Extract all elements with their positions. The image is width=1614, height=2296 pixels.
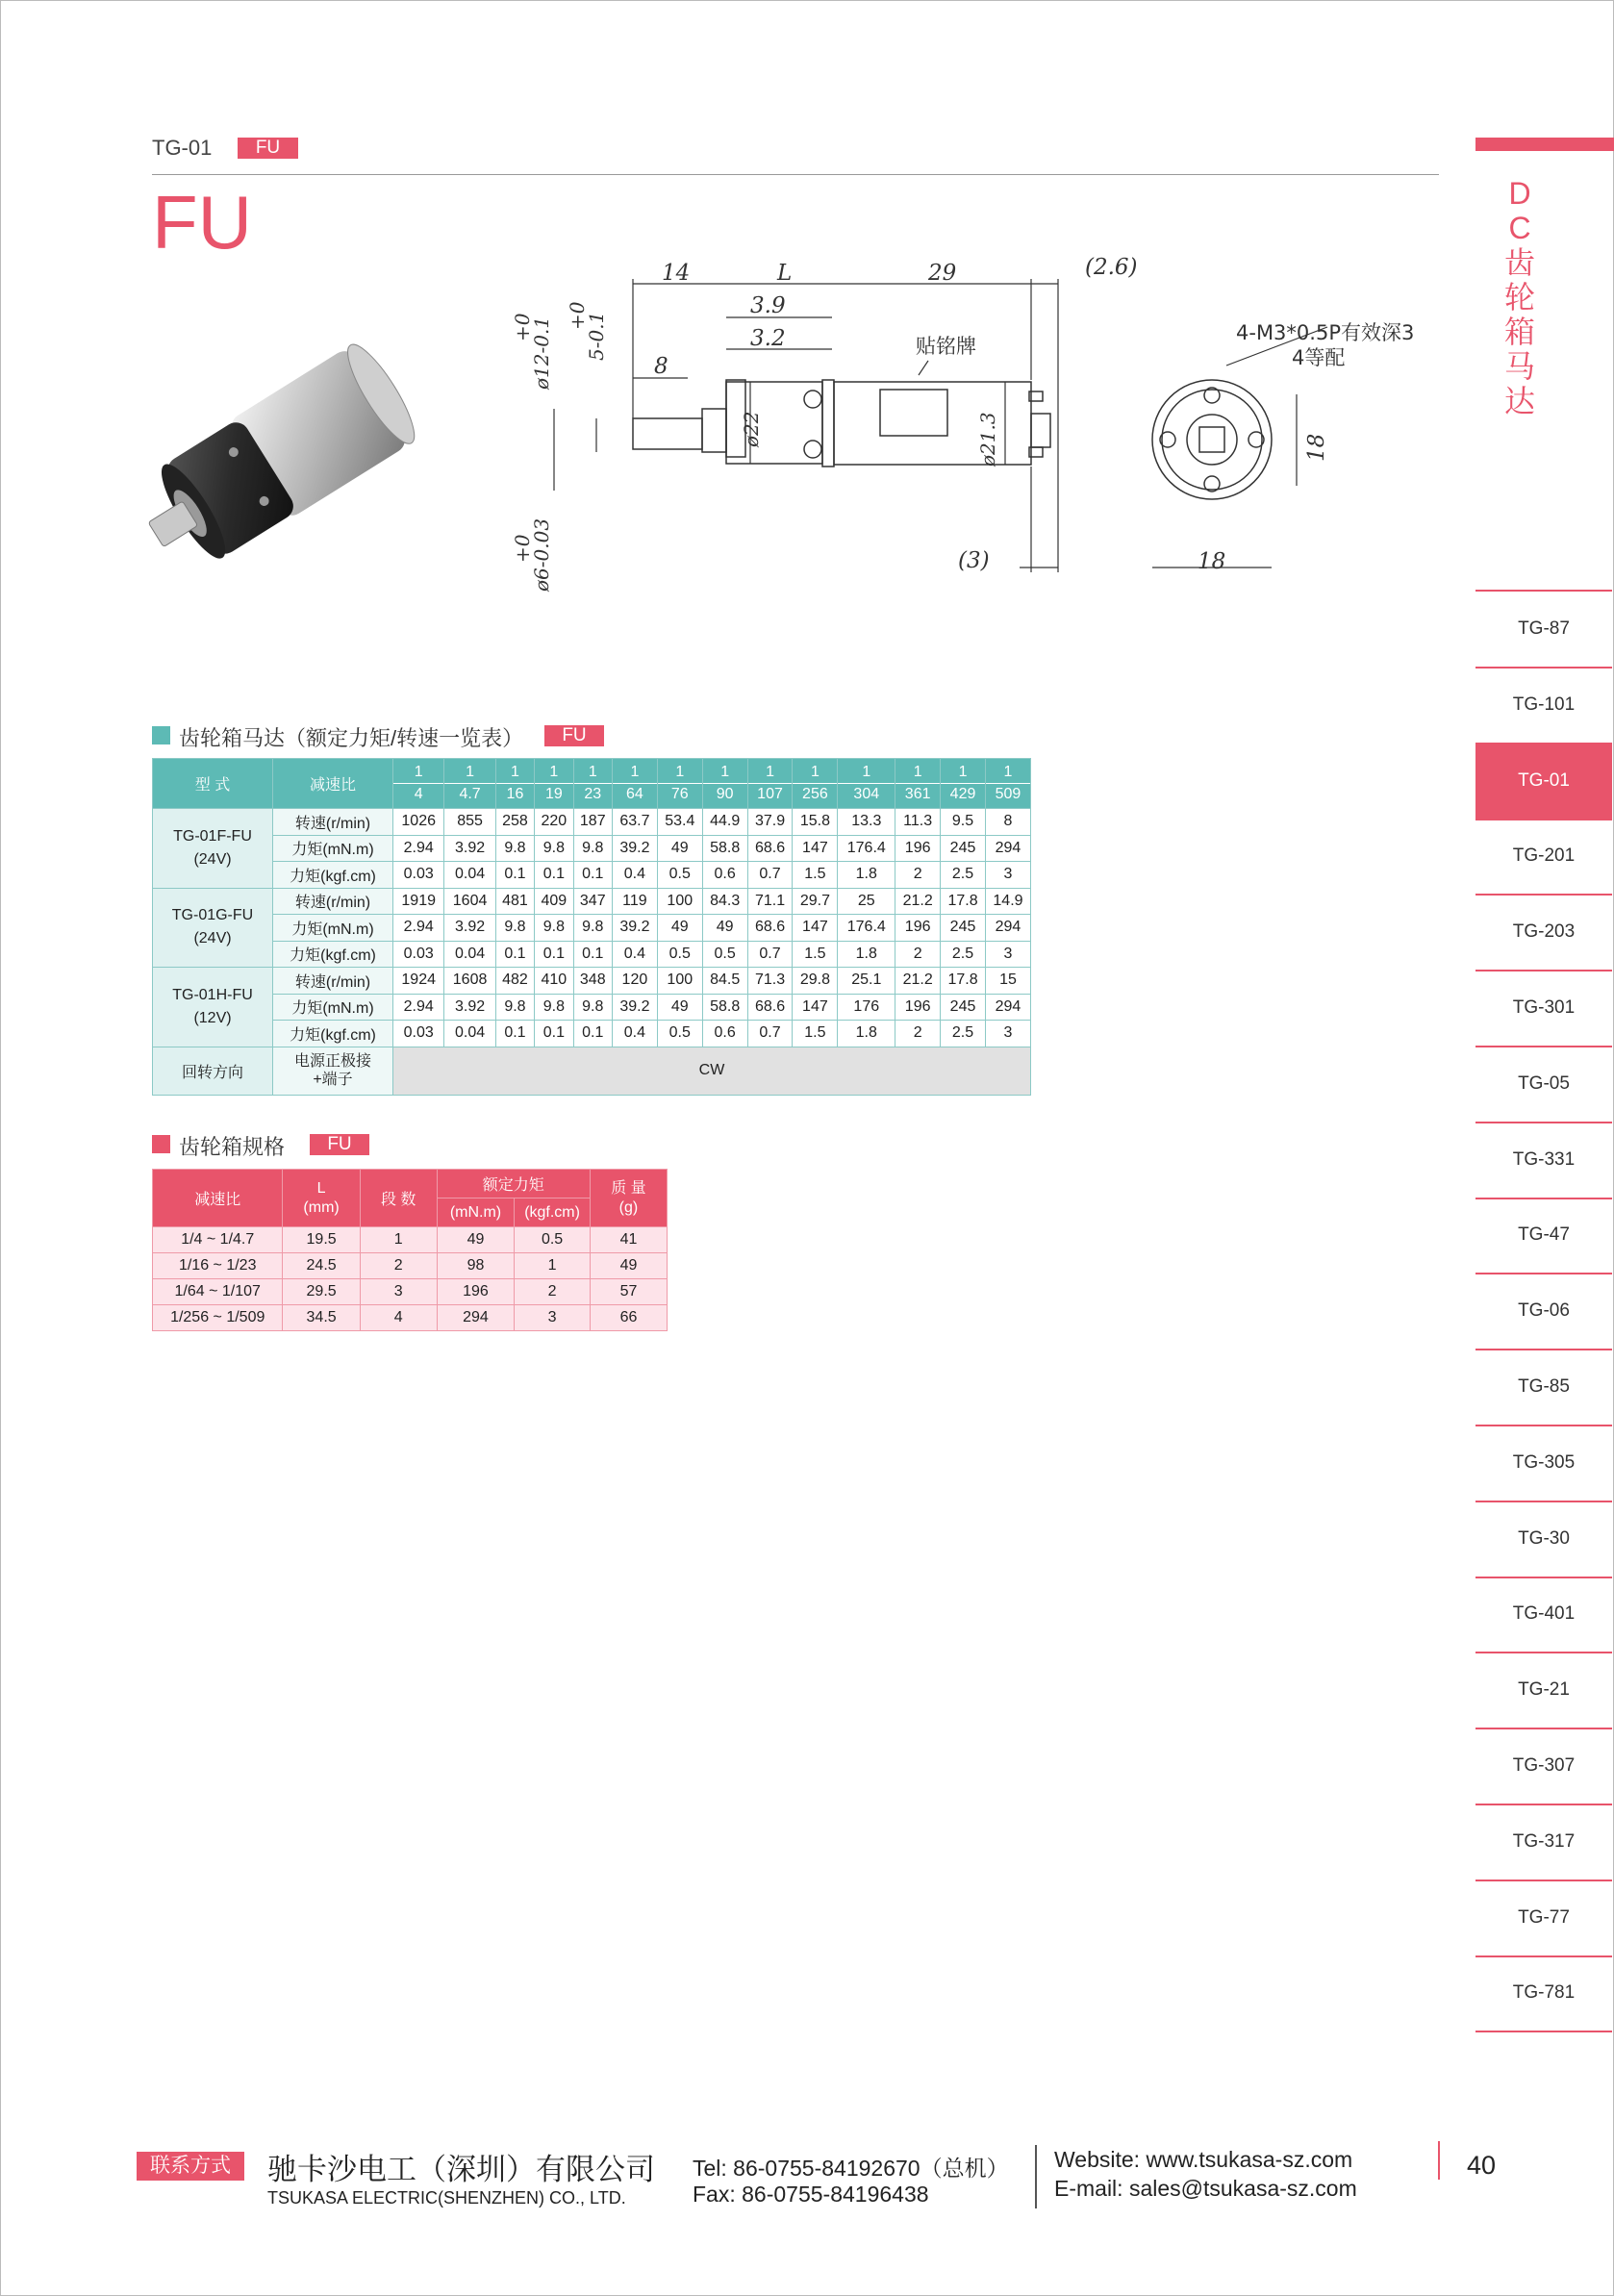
table-row	[153, 835, 1031, 862]
table-row	[153, 941, 1031, 968]
value-cell: 9.8	[573, 835, 612, 862]
col-ratio: 减速比	[273, 759, 393, 809]
value-cell: 2.94	[393, 835, 444, 862]
value-cell: 25.1	[838, 968, 895, 995]
value-cell: 0.1	[495, 941, 534, 968]
value-cell: 245	[941, 994, 986, 1021]
spec-cell: 1/4 ~ 1/4.7	[153, 1227, 283, 1253]
value-cell: 8	[985, 809, 1030, 836]
value-cell: 147	[793, 835, 838, 862]
value-cell: 1919	[393, 888, 444, 915]
ratio-header: 1 107	[747, 759, 793, 809]
spec-cell: 1	[360, 1227, 437, 1253]
value-cell: 21.2	[895, 888, 941, 915]
side-tab-category	[1502, 176, 1537, 418]
value-cell: 176.4	[838, 915, 895, 942]
value-cell: 1.5	[793, 1021, 838, 1047]
value-cell: 9.8	[495, 835, 534, 862]
dim-5-tol: +0	[566, 301, 589, 330]
value-cell: 49	[702, 915, 747, 942]
footer-fax: Fax: 86-0755-84196438	[693, 2182, 929, 2207]
side-nav-item-tg-21[interactable]: TG-21	[1475, 1653, 1612, 1729]
model-cell: TG-01F-FU (24V)	[153, 809, 273, 889]
spec-cell: 2	[515, 1279, 591, 1305]
footer-company-en: TSUKASA ELECTRIC(SHENZHEN) CO., LTD.	[267, 2188, 626, 2208]
section2-marker	[152, 1135, 170, 1153]
value-cell: 53.4	[657, 809, 702, 836]
spec-cell: 57	[590, 1279, 667, 1305]
value-cell: 63.7	[612, 809, 657, 836]
dim-12: ø12-0.1	[530, 315, 553, 390]
value-cell: 147	[793, 915, 838, 942]
side-nav-item-tg-317[interactable]: TG-317	[1475, 1804, 1612, 1881]
value-cell: 44.9	[702, 809, 747, 836]
value-cell: 2.5	[941, 862, 986, 889]
spec-cell: 1	[515, 1253, 591, 1279]
value-cell: 348	[573, 968, 612, 995]
value-cell: 196	[895, 994, 941, 1021]
value-cell: 1.5	[793, 862, 838, 889]
dim-2-6: (2.6)	[1085, 255, 1138, 280]
footer-tel: Tel: 86-0755-84192670（总机）	[693, 2156, 1009, 2181]
header-model-tag: FU	[238, 138, 298, 159]
header-model: TG-01	[152, 136, 213, 160]
shaft-collar	[702, 409, 726, 452]
side-tab-bar	[1475, 138, 1614, 151]
value-cell: 409	[535, 888, 573, 915]
value-cell: 0.1	[535, 862, 573, 889]
value-cell: 1.8	[838, 941, 895, 968]
value-cell: 0.1	[573, 941, 612, 968]
footer-email[interactable]: E-mail: sales@tsukasa-sz.com	[1054, 2176, 1357, 2201]
spec-cell: 1/16 ~ 1/23	[153, 1253, 283, 1279]
col-L: L (mm)	[283, 1170, 360, 1227]
value-cell: 3.92	[444, 835, 495, 862]
motor-body	[834, 382, 1031, 465]
value-cell: 2	[895, 862, 941, 889]
row-label: 转速(r/min)	[273, 888, 393, 915]
value-cell: 1.8	[838, 862, 895, 889]
table-row	[153, 888, 1031, 915]
side-nav-item-tg-06[interactable]: TG-06	[1475, 1274, 1612, 1350]
value-cell: 176	[838, 994, 895, 1021]
dim-18-vertical: 18	[1304, 433, 1329, 462]
spec-cell: 24.5	[283, 1253, 360, 1279]
value-cell: 17.8	[941, 968, 986, 995]
value-cell: 196	[895, 835, 941, 862]
row-label: 力矩(mN.m)	[273, 835, 393, 862]
value-cell: 71.3	[747, 968, 793, 995]
value-cell: 9.8	[535, 994, 573, 1021]
side-nav-item-tg-201[interactable]: TG-201	[1475, 819, 1612, 896]
spec-cell: 29.5	[283, 1279, 360, 1305]
value-cell: 25	[838, 888, 895, 915]
rotation-condition: 电源正极接+端子	[273, 1047, 393, 1095]
spec-cell: 19.5	[283, 1227, 360, 1253]
value-cell: 147	[793, 994, 838, 1021]
spec-cell: 66	[590, 1305, 667, 1331]
torque-speed-table	[152, 758, 1031, 1096]
value-cell: 245	[941, 915, 986, 942]
footer-page-divider	[1438, 2141, 1440, 2180]
product-photo	[144, 308, 481, 577]
spec-cell: 98	[437, 1253, 515, 1279]
value-cell: 9.8	[495, 915, 534, 942]
dim-29: 29	[928, 261, 957, 286]
dim-18-horizontal: 18	[1198, 549, 1226, 574]
spec-cell: 0.5	[515, 1227, 591, 1253]
table-row	[153, 994, 1031, 1021]
value-cell: 58.8	[702, 835, 747, 862]
ratio-header: 1 76	[657, 759, 702, 809]
front-inner-circle	[1162, 390, 1262, 490]
spec-cell: 34.5	[283, 1305, 360, 1331]
side-nav-item-tg-401[interactable]: TG-401	[1475, 1577, 1612, 1653]
spec-cell: 4	[360, 1305, 437, 1331]
value-cell: 0.6	[702, 862, 747, 889]
spec-cell: 294	[437, 1305, 515, 1331]
side-nav-item-tg-87[interactable]: TG-87	[1475, 592, 1612, 669]
side-nav-item-tg-101[interactable]: TG-101	[1475, 668, 1612, 744]
value-cell: 2	[895, 1021, 941, 1047]
dim-6: ø6-0.03	[530, 517, 553, 592]
value-cell: 1924	[393, 968, 444, 995]
header-rule	[152, 174, 1439, 175]
footer-divider	[1035, 2145, 1037, 2208]
ratio-header: 1 509	[985, 759, 1030, 809]
value-cell: 3	[985, 941, 1030, 968]
value-cell: 196	[895, 915, 941, 942]
value-cell: 13.3	[838, 809, 895, 836]
dim-3: (3)	[958, 548, 990, 573]
dim-22: ø22	[740, 411, 763, 447]
side-nav-item-tg-203[interactable]: TG-203	[1475, 895, 1612, 971]
value-cell: 11.3	[895, 809, 941, 836]
rotation-value: CW	[393, 1047, 1031, 1095]
value-cell: 9.8	[535, 835, 573, 862]
value-cell: 9.8	[573, 994, 612, 1021]
side-nav-item-tg-307[interactable]: TG-307	[1475, 1728, 1612, 1805]
value-cell: 15	[985, 968, 1030, 995]
table-row	[153, 1253, 668, 1279]
value-cell: 1.5	[793, 941, 838, 968]
row-label: 力矩(mN.m)	[273, 994, 393, 1021]
table-row	[153, 1305, 668, 1331]
page-title: FU	[152, 180, 252, 265]
value-cell: 0.4	[612, 1021, 657, 1047]
ratio-header: 1 90	[702, 759, 747, 809]
col-stages: 段 数	[360, 1170, 437, 1227]
rotation-label: 回转方向	[153, 1047, 273, 1095]
dim-L: L	[777, 261, 793, 286]
spec-cell: 41	[590, 1227, 667, 1253]
ratio-header: 1 16	[495, 759, 534, 809]
value-cell: 119	[612, 888, 657, 915]
value-cell: 0.03	[393, 862, 444, 889]
value-cell: 2.94	[393, 915, 444, 942]
value-cell: 9.5	[941, 809, 986, 836]
nameplate-label: 贴铭牌	[916, 335, 976, 358]
spec-cell: 1/256 ~ 1/509	[153, 1305, 283, 1331]
value-cell: 21.2	[895, 968, 941, 995]
value-cell: 84.5	[702, 968, 747, 995]
value-cell: 0.7	[747, 862, 793, 889]
dim-6-tol: +0	[511, 534, 534, 563]
value-cell: 15.8	[793, 809, 838, 836]
value-cell: 0.4	[612, 862, 657, 889]
dim-12-tol: +0	[511, 313, 534, 341]
side-nav-item-tg-85[interactable]: TG-85	[1475, 1350, 1612, 1426]
col-torque-kgf: (kgf.cm)	[515, 1198, 591, 1227]
gear-motor-joint	[822, 380, 834, 467]
value-cell: 0.04	[444, 862, 495, 889]
value-cell: 0.1	[535, 941, 573, 968]
side-nav-item-tg-05[interactable]: TG-05	[1475, 1047, 1612, 1123]
value-cell: 100	[657, 888, 702, 915]
section1-tag: FU	[544, 725, 604, 746]
value-cell: 0.1	[495, 1021, 534, 1047]
col-mass: 质 量 (g)	[590, 1170, 667, 1227]
value-cell: 71.1	[747, 888, 793, 915]
side-nav-item-tg-781[interactable]: TG-781	[1475, 1955, 1612, 2032]
section2-tag: FU	[310, 1134, 369, 1155]
front-outer-circle	[1152, 380, 1272, 499]
side-tab-category-text: DC齿轮箱马达	[1503, 176, 1535, 418]
value-cell: 0.1	[535, 1021, 573, 1047]
value-cell: 0.5	[702, 941, 747, 968]
value-cell: 9.8	[535, 915, 573, 942]
value-cell: 39.2	[612, 915, 657, 942]
value-cell: 100	[657, 968, 702, 995]
value-cell: 49	[657, 835, 702, 862]
value-cell: 120	[612, 968, 657, 995]
spec-cell: 1/64 ~ 1/107	[153, 1279, 283, 1305]
dimension-drawing	[511, 245, 1462, 601]
value-cell: 0.1	[573, 862, 612, 889]
value-cell: 0.5	[657, 862, 702, 889]
side-nav-item-tg-301[interactable]: TG-301	[1475, 971, 1612, 1047]
value-cell: 39.2	[612, 994, 657, 1021]
value-cell: 481	[495, 888, 534, 915]
screw-top	[804, 391, 821, 408]
table-row	[153, 1279, 668, 1305]
value-cell: 0.1	[495, 862, 534, 889]
ratio-header: 1 4.7	[444, 759, 495, 809]
ratio-header: 1 4	[393, 759, 444, 809]
value-cell: 3.92	[444, 994, 495, 1021]
value-cell: 1026	[393, 809, 444, 836]
row-label: 力矩(kgf.cm)	[273, 862, 393, 889]
value-cell: 410	[535, 968, 573, 995]
value-cell: 0.5	[657, 1021, 702, 1047]
dim-14: 14	[662, 261, 691, 286]
row-label: 力矩(kgf.cm)	[273, 1021, 393, 1047]
front-shaft-flat	[1199, 427, 1224, 452]
col-torque-mn: (mN.m)	[437, 1198, 515, 1227]
side-nav-item-tg-01[interactable]: TG-01	[1475, 744, 1612, 820]
side-nav-item-tg-47[interactable]: TG-47	[1475, 1198, 1612, 1274]
col-rated-torque: 额定力矩	[437, 1170, 590, 1198]
ratio-header: 1 361	[895, 759, 941, 809]
dim-3-2: 3.2	[750, 326, 786, 351]
side-nav-item-tg-331[interactable]: TG-331	[1475, 1123, 1612, 1199]
value-cell: 17.8	[941, 888, 986, 915]
value-cell: 14.9	[985, 888, 1030, 915]
value-cell: 0.5	[657, 941, 702, 968]
side-nav-item-tg-77[interactable]: TG-77	[1475, 1880, 1612, 1957]
value-cell: 0.4	[612, 941, 657, 968]
value-cell: 2.5	[941, 941, 986, 968]
dim-21-3: ø21.3	[976, 412, 999, 467]
value-cell: 1.8	[838, 1021, 895, 1047]
value-cell: 3	[985, 862, 1030, 889]
screw-note-1: 4-M3*0.5P有效深3	[1236, 321, 1415, 344]
value-cell: 3.92	[444, 915, 495, 942]
value-cell: 0.03	[393, 1021, 444, 1047]
value-cell: 0.03	[393, 941, 444, 968]
value-cell: 58.8	[702, 994, 747, 1021]
spec-cell: 196	[437, 1279, 515, 1305]
page-number: 40	[1467, 2151, 1497, 2180]
value-cell: 0.7	[747, 1021, 793, 1047]
terminal-block	[1031, 414, 1050, 447]
ratio-header: 1 256	[793, 759, 838, 809]
dim-5: 5-0.1	[585, 311, 608, 361]
value-cell: 294	[985, 915, 1030, 942]
output-shaft	[633, 418, 702, 449]
nameplate-area	[880, 390, 947, 436]
table-row	[153, 915, 1031, 942]
value-cell: 176.4	[838, 835, 895, 862]
value-cell: 29.7	[793, 888, 838, 915]
footer-website[interactable]: Website: www.tsukasa-sz.com	[1054, 2147, 1353, 2172]
ratio-header: 1 304	[838, 759, 895, 809]
screw-note-2: 4等配	[1292, 346, 1346, 369]
value-cell: 49	[657, 994, 702, 1021]
row-label: 转速(r/min)	[273, 809, 393, 836]
value-cell: 294	[985, 835, 1030, 862]
side-nav-item-tg-305[interactable]: TG-305	[1475, 1426, 1612, 1502]
table-row	[153, 809, 1031, 836]
front-shaft-circle	[1187, 415, 1237, 465]
table-row	[153, 1021, 1031, 1047]
value-cell: 9.8	[495, 994, 534, 1021]
value-cell: 482	[495, 968, 534, 995]
dim-3-9: 3.9	[750, 293, 786, 318]
value-cell: 2.94	[393, 994, 444, 1021]
footer-company-cn: 驰卡沙电工（深圳）有限公司	[267, 2153, 655, 2186]
spec-cell: 3	[515, 1305, 591, 1331]
value-cell: 0.7	[747, 941, 793, 968]
value-cell: 0.6	[702, 1021, 747, 1047]
ratio-header: 1 429	[941, 759, 986, 809]
value-cell: 37.9	[747, 809, 793, 836]
section2-title: 齿轮箱规格	[179, 1135, 286, 1159]
table-row	[153, 1227, 668, 1253]
table-row	[153, 862, 1031, 889]
value-cell: 49	[657, 915, 702, 942]
section1-marker	[152, 726, 170, 744]
value-cell: 68.6	[747, 915, 793, 942]
side-nav-item-tg-30[interactable]: TG-30	[1475, 1501, 1612, 1578]
value-cell: 9.8	[573, 915, 612, 942]
value-cell: 3	[985, 1021, 1030, 1047]
value-cell: 0.04	[444, 941, 495, 968]
value-cell: 187	[573, 809, 612, 836]
value-cell: 1608	[444, 968, 495, 995]
value-cell: 2.5	[941, 1021, 986, 1047]
spec-cell: 2	[360, 1253, 437, 1279]
value-cell: 84.3	[702, 888, 747, 915]
model-cell: TG-01G-FU (24V)	[153, 888, 273, 968]
spec-cell: 49	[437, 1227, 515, 1253]
row-label: 转速(r/min)	[273, 968, 393, 995]
value-cell: 68.6	[747, 994, 793, 1021]
value-cell: 294	[985, 994, 1030, 1021]
row-label: 力矩(kgf.cm)	[273, 941, 393, 968]
screw-bottom	[804, 441, 821, 458]
value-cell: 68.6	[747, 835, 793, 862]
value-cell: 220	[535, 809, 573, 836]
value-cell: 0.1	[573, 1021, 612, 1047]
value-cell: 258	[495, 809, 534, 836]
value-cell: 245	[941, 835, 986, 862]
model-cell: TG-01H-FU (12V)	[153, 968, 273, 1047]
value-cell: 0.04	[444, 1021, 495, 1047]
dim-8: 8	[654, 354, 668, 379]
spec-cell: 3	[360, 1279, 437, 1305]
row-label: 力矩(mN.m)	[273, 915, 393, 942]
value-cell: 39.2	[612, 835, 657, 862]
section1-title: 齿轮箱马达（额定力矩/转速一览表）	[179, 726, 524, 750]
col-model: 型 式	[153, 759, 273, 809]
value-cell: 855	[444, 809, 495, 836]
value-cell: 1604	[444, 888, 495, 915]
spec-cell: 49	[590, 1253, 667, 1279]
ratio-header: 1 64	[612, 759, 657, 809]
col-ratio: 减速比	[153, 1170, 283, 1227]
ratio-header: 1 23	[573, 759, 612, 809]
table-row	[153, 968, 1031, 995]
value-cell: 347	[573, 888, 612, 915]
ratio-header: 1 19	[535, 759, 573, 809]
gearbox-spec-table	[152, 1169, 668, 1331]
value-cell: 29.8	[793, 968, 838, 995]
footer-contact-tag: 联系方式	[137, 2152, 244, 2181]
value-cell: 2	[895, 941, 941, 968]
